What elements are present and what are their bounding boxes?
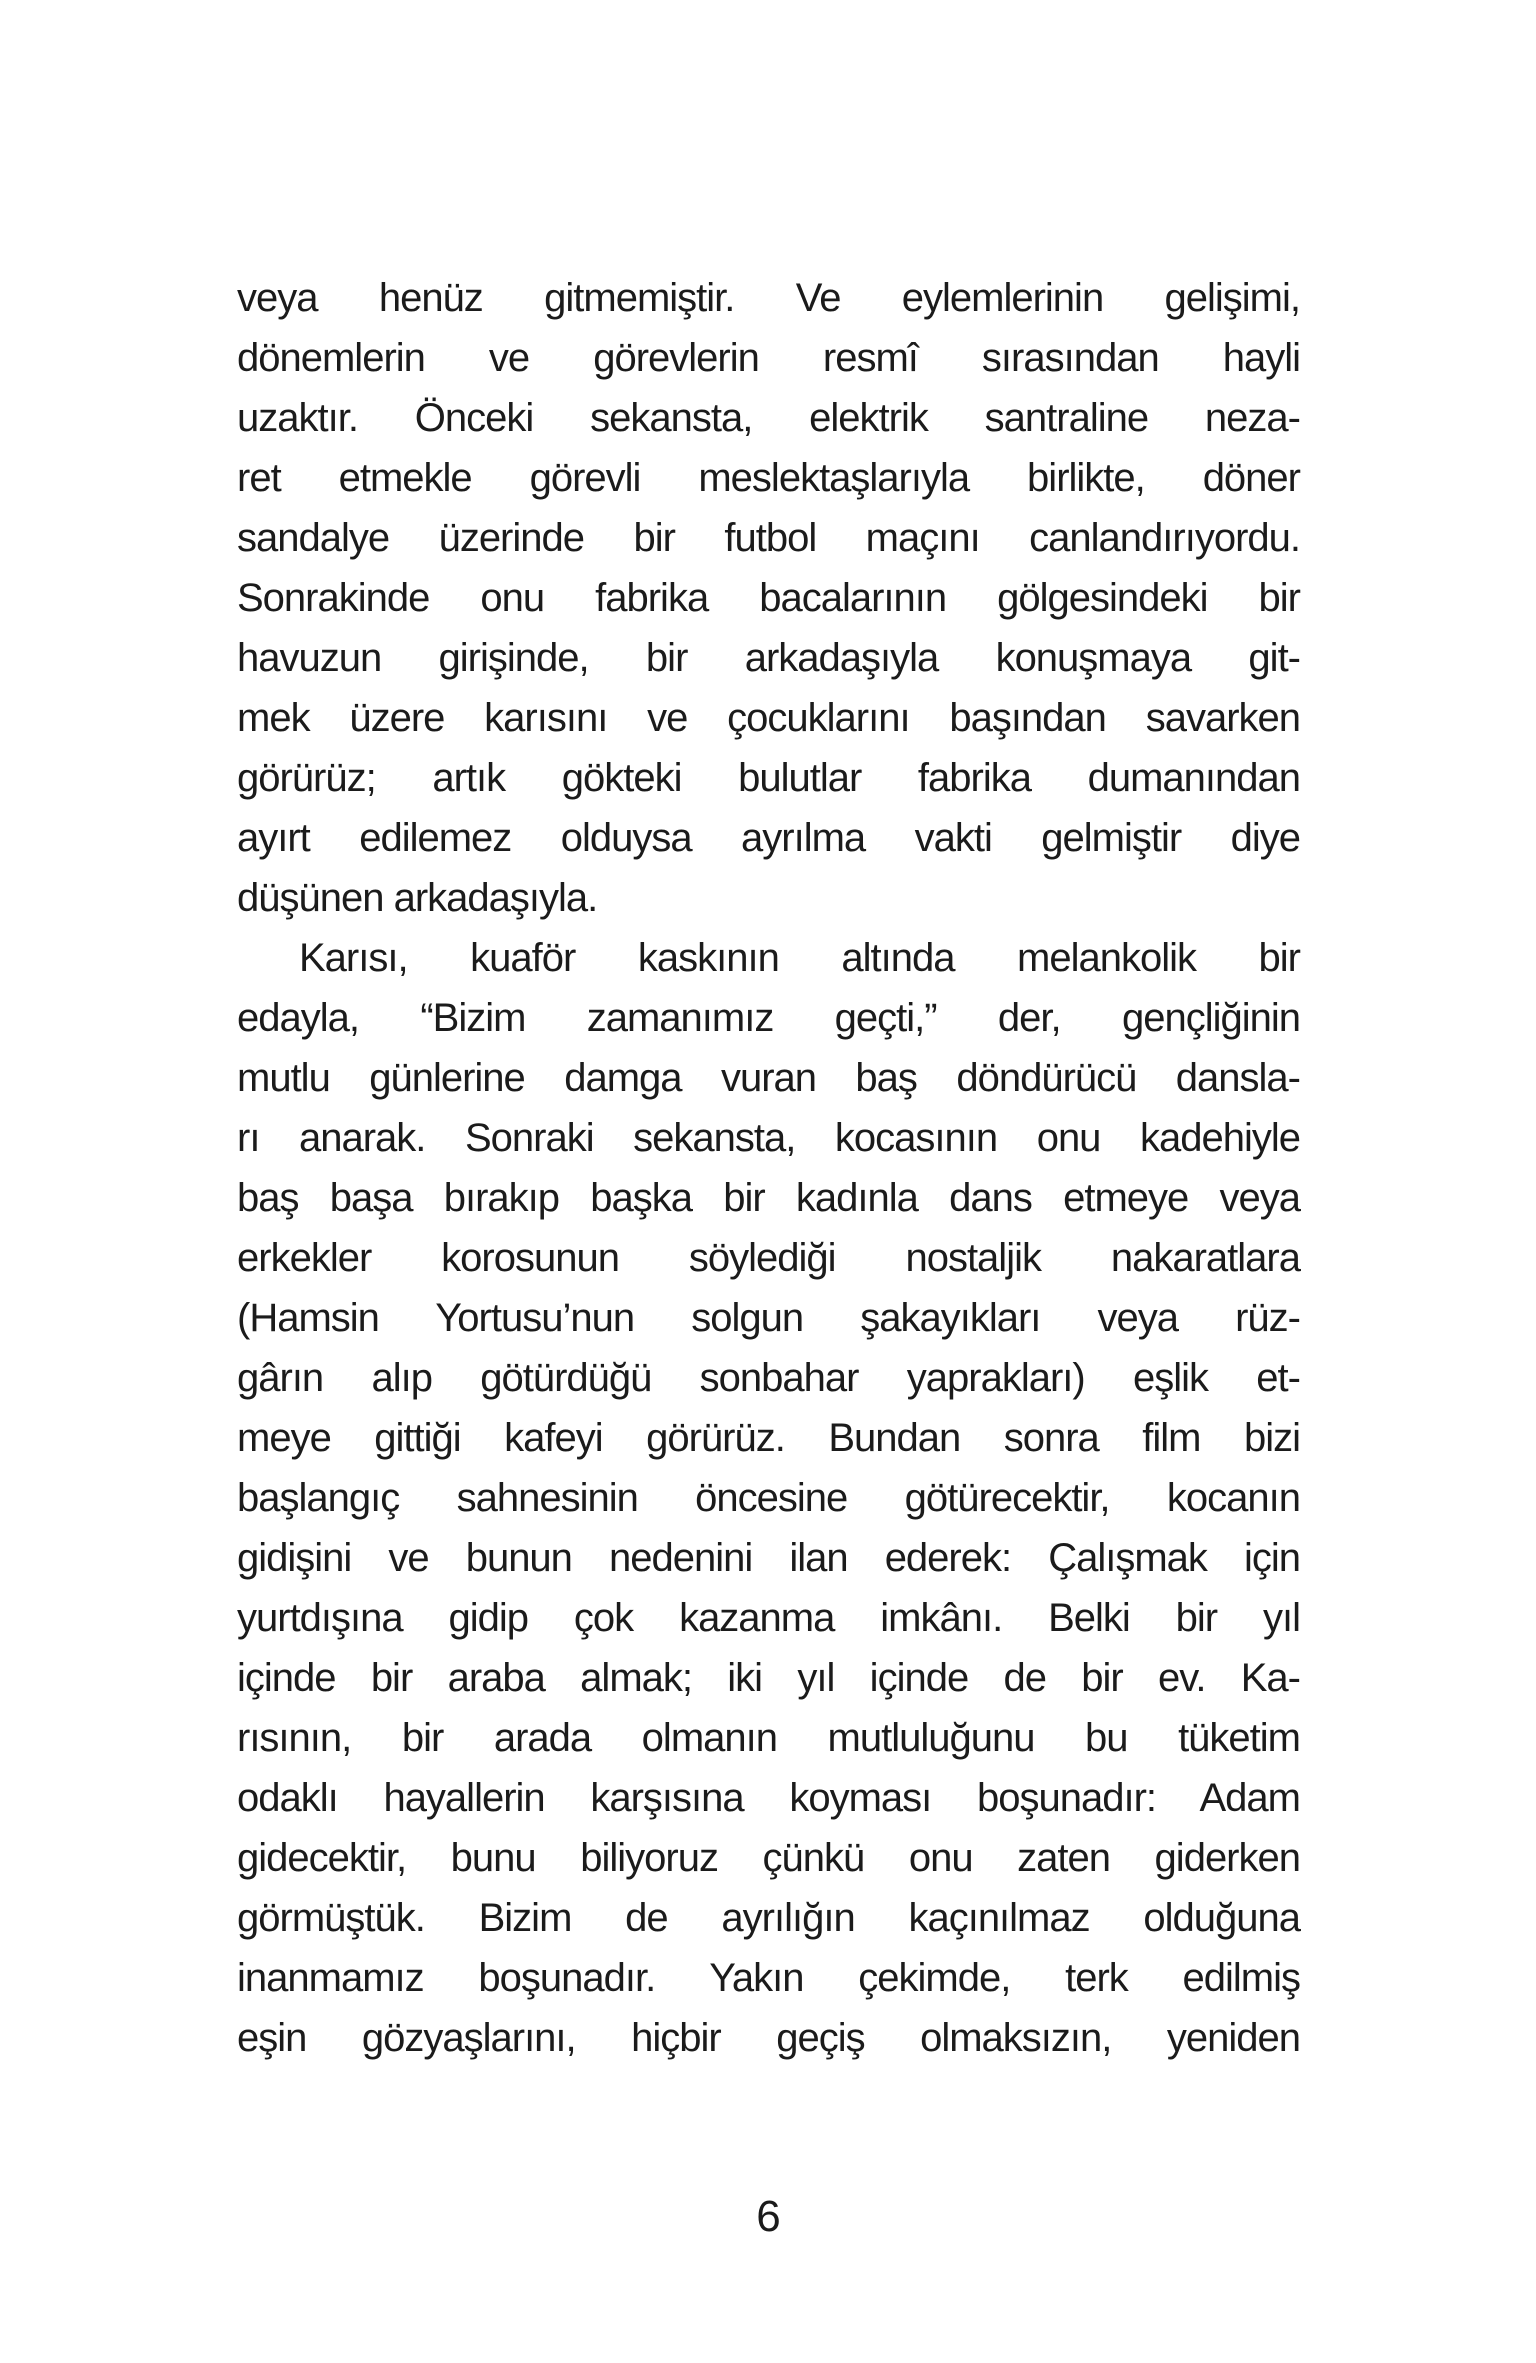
text-line: görürüz; artık gökteki bulutlar fabrika dumanından	[237, 756, 1300, 800]
text-line: sandalye üzerinde bir futbol maçını canlandırıyordu.	[237, 516, 1300, 560]
text-line: edayla, “Bizim zamanımız geçti,” der, gençliğinin	[237, 996, 1300, 1040]
text-line: rı anarak. Sonraki sekansta, kocasının onu kadehiyle	[237, 1116, 1300, 1160]
page-number: 6	[756, 2192, 780, 2241]
text-line: Karısı, kuaför kaskının altında melankolik bir	[299, 936, 1300, 980]
text-line: Sonrakinde onu fabrika bacalarının gölgesindeki bir	[237, 576, 1300, 620]
text-line: eşin gözyaşlarını, hiçbir geçiş olmaksızın, yeniden	[237, 2016, 1300, 2060]
text-line: düşünen arkadaşıyla.	[237, 876, 598, 920]
text-line: inanmamız boşunadır. Yakın çekimde, terk edilmiş	[237, 1956, 1300, 2000]
text-line: odaklı hayallerin karşısına koyması boşunadır: Adam	[237, 1776, 1300, 1820]
text-line: mutlu günlerine damga vuran baş döndürücü dansla-	[237, 1056, 1300, 1100]
text-line: (Hamsin Yortusu’nun solgun şakayıkları veya rüz-	[237, 1296, 1300, 1340]
text-line: baş başa bırakıp başka bir kadınla dans etmeye veya	[237, 1176, 1300, 1220]
text-line: veya henüz gitmemiştir. Ve eylemlerinin gelişimi,	[237, 276, 1300, 320]
text-line: uzaktır. Önceki sekansta, elektrik santraline neza-	[237, 396, 1300, 440]
text-line: erkekler korosunun söylediği nostaljik nakaratlara	[237, 1236, 1300, 1280]
text-line: ret etmekle görevli meslektaşlarıyla birlikte, döner	[237, 456, 1300, 500]
text-line: gidecektir, bunu biliyoruz çünkü onu zaten giderken	[237, 1836, 1300, 1880]
text-line: içinde bir araba almak; iki yıl içinde de bir ev. Ka-	[237, 1656, 1300, 1700]
text-line: yurtdışına gidip çok kazanma imkânı. Belki bir yıl	[237, 1596, 1300, 1640]
text-line: mek üzere karısını ve çocuklarını başından savarken	[237, 696, 1300, 740]
text-line: gidişini ve bunun nedenini ilan ederek: Çalışmak için	[237, 1536, 1300, 1580]
text-line: ayırt edilemez olduysa ayrılma vakti gelmiştir diye	[237, 816, 1300, 860]
text-block	[237, 268, 1300, 2068]
text-line: meye gittiği kafeyi görürüz. Bundan sonra film bizi	[237, 1416, 1300, 1460]
text-line: rısının, bir arada olmanın mutluluğunu bu tüketim	[237, 1716, 1300, 1760]
text-line: görmüştük. Bizim de ayrılığın kaçınılmaz olduğuna	[237, 1896, 1300, 1940]
text-line: başlangıç sahnesinin öncesine götürecektir, kocanın	[237, 1476, 1300, 1520]
text-line: gârın alıp götürdüğü sonbahar yaprakları) eşlik et-	[237, 1356, 1300, 1400]
text-line: havuzun girişinde, bir arkadaşıyla konuşmaya git-	[237, 636, 1300, 680]
text-line: dönemlerin ve görevlerin resmî sırasından hayli	[237, 336, 1300, 380]
